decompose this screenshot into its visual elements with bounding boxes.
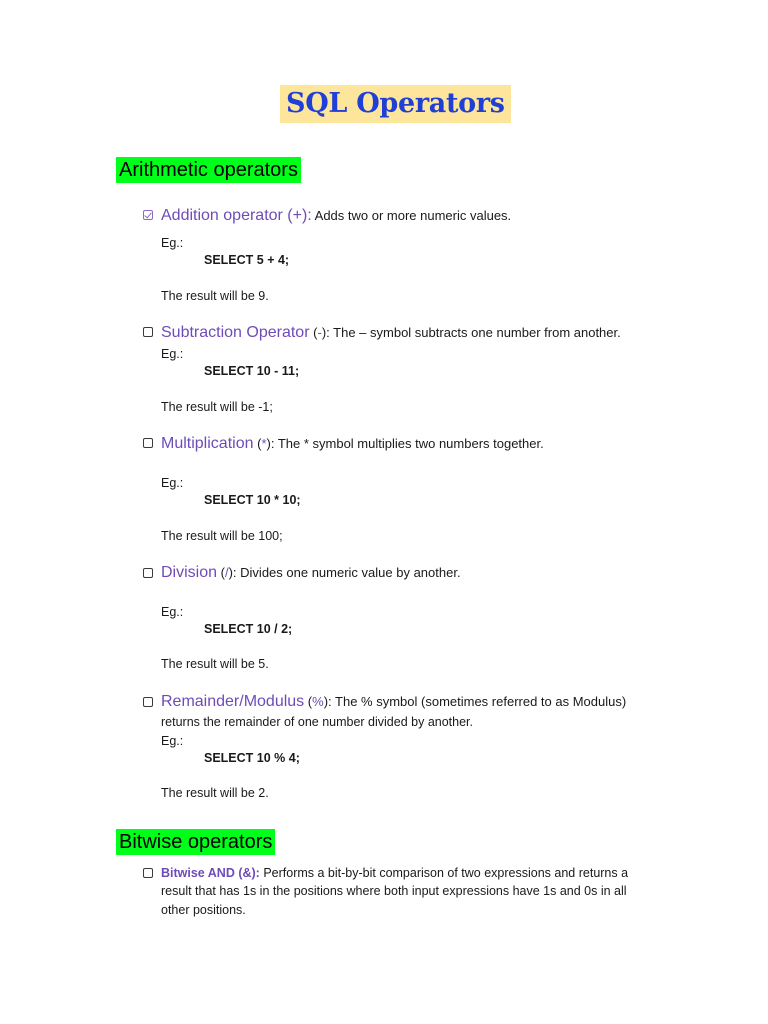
- section-heading-bitwise: Bitwise operators: [116, 829, 275, 855]
- operator-description: The – symbol subtracts one number from another.: [329, 325, 621, 340]
- operator-name: Bitwise AND (&):: [161, 866, 260, 880]
- list-item-division: Division (/): Divides one numeric value by another.: [161, 564, 461, 581]
- checked-checkbox-icon[interactable]: [143, 210, 153, 220]
- example-label: Eg.:: [161, 734, 184, 748]
- list-item-modulus: Remainder/Modulus (%): The % symbol (sometimes referred to as Modulus): [161, 693, 627, 710]
- list-item-bitwise-and: [161, 864, 628, 882]
- example-label: Eg.:: [161, 347, 184, 361]
- result-text: The result will be 5.: [161, 657, 269, 671]
- sql-code: SELECT 5 + 4;: [204, 253, 290, 267]
- result-text: The result will be 9.: [161, 289, 269, 303]
- operator-symbol: *: [261, 436, 267, 451]
- operator-name: Multiplication: [161, 435, 254, 452]
- operator-description: Performs a bit-by-bit comparison of two expressions and returns a: [259, 866, 629, 880]
- checkbox-icon[interactable]: [143, 438, 153, 448]
- operator-description-continued: returns the remainder of one number divided by another.: [161, 715, 473, 729]
- result-text: The result will be -1;: [161, 400, 273, 414]
- operator-description: Divides one numeric value by another.: [236, 565, 461, 580]
- operator-name: Subtraction Operator: [161, 324, 310, 341]
- sql-code: SELECT 10 % 4;: [204, 751, 300, 765]
- section-heading-arithmetic: Arithmetic operators: [116, 157, 301, 183]
- sql-code: SELECT 10 * 10;: [204, 493, 301, 507]
- list-item-subtraction: Subtraction Operator (-): The – symbol subtracts one number from another.: [161, 324, 621, 341]
- page-title: SQL Operators: [280, 85, 511, 123]
- checkbox-icon[interactable]: [143, 568, 153, 578]
- example-label: Eg.:: [161, 236, 184, 250]
- operator-name: Remainder/Modulus: [161, 693, 305, 710]
- operator-description: The * symbol multiplies two numbers together.: [274, 436, 544, 451]
- result-text: The result will be 100;: [161, 529, 283, 543]
- sql-code: SELECT 10 / 2;: [204, 622, 293, 636]
- operator-description: Adds two or more numeric values.: [311, 208, 512, 223]
- list-item-multiplication: Multiplication (*): The * symbol multiplies two numbers together.: [161, 435, 544, 452]
- result-text: The result will be 2.: [161, 786, 269, 800]
- checkbox-icon[interactable]: [143, 868, 153, 878]
- checkbox-icon[interactable]: [143, 697, 153, 707]
- operator-description-continued: other positions.: [161, 903, 246, 917]
- operator-name: Division: [161, 564, 218, 581]
- operator-description-continued: result that has 1s in the positions where both input expressions have 1s and 0s in all: [161, 884, 627, 898]
- list-item-addition: [161, 207, 511, 225]
- example-label: Eg.:: [161, 476, 184, 490]
- example-label: Eg.:: [161, 605, 184, 619]
- operator-symbol: %: [312, 694, 324, 709]
- operator-description: The % symbol (sometimes referred to as Modulus): [331, 694, 627, 709]
- operator-symbol: -: [317, 325, 322, 340]
- operator-name: Addition operator (+):: [161, 207, 312, 224]
- operator-symbol: /: [224, 565, 229, 580]
- sql-code: SELECT 10 - 11;: [204, 364, 300, 378]
- checkbox-icon[interactable]: [143, 327, 153, 337]
